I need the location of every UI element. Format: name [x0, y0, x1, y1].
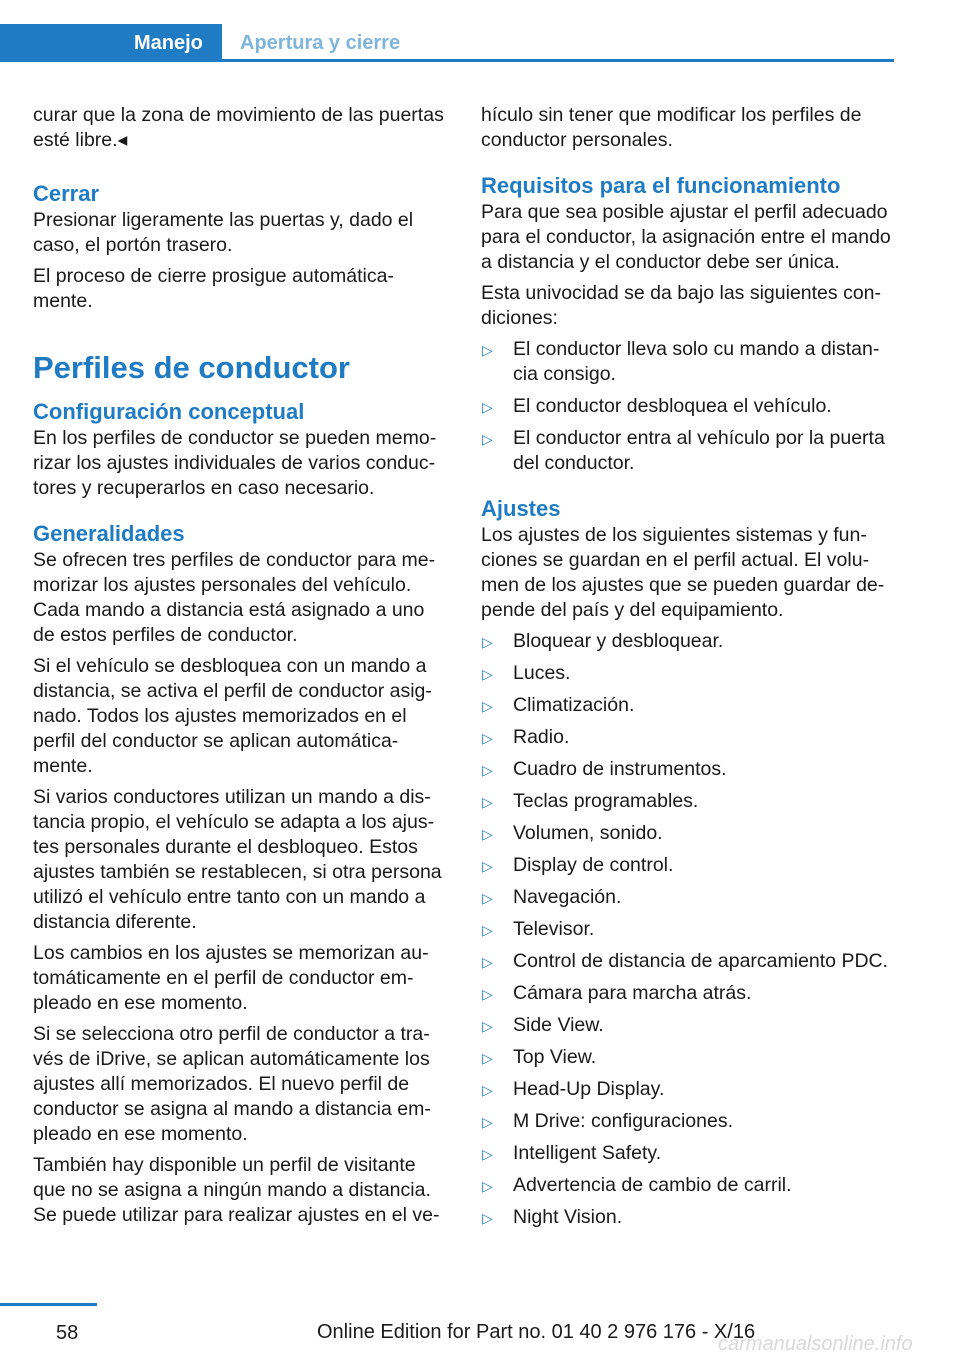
- general-paragraph-2: Si el vehículo se desbloquea con un mando a distancia, se activa el perfil de conductor asig-nado. Todos los ajustes memorizados en el perfil del conductor se aplican automática-mente.: [33, 655, 432, 777]
- general-paragraph-1: Se ofrecen tres perfiles de conductor para me-morizar los ajustes personales del vehículo. Cada mando a distancia está asignado a uno de estos perfiles de conductor.: [33, 549, 436, 646]
- concept-heading: Configuración conceptual: [33, 399, 305, 424]
- list-item: ▷ Luces.: [481, 661, 896, 686]
- bullet-triangle-icon: ▷: [482, 794, 493, 810]
- bullet-triangle-icon: ▷: [482, 342, 493, 358]
- list-item: ▷ Bloquear y desbloquear.: [481, 629, 896, 654]
- bullet-triangle-icon: ▷: [482, 698, 493, 714]
- bullet-triangle-icon: ▷: [482, 1146, 493, 1162]
- list-item: ▷ El conductor lleva solo cu mando a distan-cia consigo.: [482, 338, 880, 385]
- continued-paragraph-right: hículo sin tener que modificar los perfiles de conductor personales.: [481, 104, 862, 151]
- cerrar-paragraph-1: Presionar ligeramente las puertas y, dado el caso, el portón trasero.: [33, 209, 414, 256]
- requirements-paragraph-1: Para que sea posible ajustar el perfil adecuado para el conductor, la asignación entre el mando a distancia y el conductor debe ser única.: [481, 201, 891, 273]
- page-title: Perfiles de conductor: [33, 350, 350, 385]
- list-item: ▷ Televisor.: [481, 917, 896, 942]
- cerrar-paragraph-2: El proceso de cierre prosigue automática-mente.: [33, 265, 394, 312]
- requirements-list: [481, 337, 896, 476]
- page-number: 58: [56, 1322, 79, 1344]
- list-item: ▷ Control de distancia de aparcamiento PDC.: [481, 949, 896, 974]
- list-item: ▷ Cuadro de instrumentos.: [481, 757, 896, 782]
- list-item: ▷ El conductor entra al vehículo por la puerta del conductor.: [482, 427, 885, 474]
- continued-paragraph: curar que la zona de movimiento de las puertas esté libre.◂: [33, 104, 444, 151]
- ajustes-list: [481, 629, 896, 1230]
- list-item: ▷ Intelligent Safety.: [481, 1141, 896, 1166]
- bullet-triangle-icon: ▷: [482, 922, 493, 938]
- ajustes-paragraph: Los ajustes de los siguientes sistemas y fun-ciones se guardan en el perfil actual. El volu-men de los ajustes que se pueden guardar de-pende del país y del equipamiento.: [481, 524, 885, 621]
- header-section-tab: Manejo: [0, 24, 222, 62]
- bullet-triangle-icon: ▷: [482, 1114, 493, 1130]
- bullet-triangle-icon: ▷: [482, 762, 493, 778]
- list-item: ▷ Teclas programables.: [481, 789, 896, 814]
- left-column: [33, 103, 449, 1234]
- list-item: ▷ Radio.: [481, 725, 896, 750]
- bullet-triangle-icon: ▷: [482, 1050, 493, 1066]
- page-header: [0, 0, 960, 64]
- general-paragraph-6: También hay disponible un perfil de visitante que no se asigna a ningún mando a distancia. Se puede utilizar para realizar ajustes en el ve-: [33, 1154, 440, 1226]
- list-item: ▷ Side View.: [481, 1013, 896, 1038]
- general-heading: Generalidades: [33, 521, 185, 546]
- list-item: ▷ Advertencia de cambio de carril.: [481, 1173, 896, 1198]
- list-item: ▷ Climatización.: [481, 693, 896, 718]
- bullet-triangle-icon: ▷: [482, 1178, 493, 1194]
- list-item: ▷ Navegación.: [481, 885, 896, 910]
- bullet-triangle-icon: ▷: [482, 1210, 493, 1226]
- bullet-triangle-icon: ▷: [482, 1082, 493, 1098]
- cerrar-heading: Cerrar: [33, 181, 100, 206]
- watermark: carmanualsonline.info: [718, 1333, 913, 1355]
- bullet-triangle-icon: ▷: [482, 826, 493, 842]
- list-item: ▷ Top View.: [481, 1045, 896, 1070]
- bullet-triangle-icon: ▷: [482, 666, 493, 682]
- right-column: [481, 103, 896, 1237]
- requirements-heading: Requisitos para el funcionamiento: [481, 173, 841, 198]
- bullet-triangle-icon: ▷: [482, 399, 493, 415]
- bullet-triangle-icon: ▷: [482, 730, 493, 746]
- general-paragraph-5: Si se selecciona otro perfil de conductor a tra-vés de iDrive, se aplican automáticamente los ajustes allí memorizados. El nuevo perfil de conductor se asigna al mando a distancia em-pleado en ese momento.: [33, 1023, 431, 1145]
- bullet-triangle-icon: ▷: [482, 634, 493, 650]
- bullet-triangle-icon: ▷: [482, 890, 493, 906]
- list-item: ▷ Night Vision.: [481, 1205, 896, 1230]
- general-paragraph-3: Si varios conductores utilizan un mando a dis-tancia propio, el vehículo se adapta a los ajus-tes personales durante el desbloqueo. Estos ajustes también se restablecen, si otra persona utilizó el vehículo entre tanto con un mando a distancia diferente.: [33, 786, 442, 933]
- list-item: ▷ El conductor desbloquea el vehículo.: [481, 394, 896, 419]
- header-subsection-tab: Apertura y cierre: [240, 32, 401, 54]
- bullet-triangle-icon: ▷: [482, 858, 493, 874]
- edition-text: Online Edition for Part no. 01 40 2 976 176 - X/16: [317, 1321, 756, 1343]
- bullet-triangle-icon: ▷: [482, 986, 493, 1002]
- list-item: ▷ Display de control.: [481, 853, 896, 878]
- concept-paragraph: En los perfiles de conductor se pueden memo-rizar los ajustes individuales de varios conduc-tores y recuperarlos en caso necesario.: [33, 427, 437, 499]
- list-item: ▷ Volumen, sonido.: [481, 821, 896, 846]
- footer-rule: [0, 1303, 97, 1306]
- bullet-triangle-icon: ▷: [482, 431, 493, 447]
- general-paragraph-4: Los cambios en los ajustes se memorizan au-tomáticamente en el perfil de conductor em-pleado en ese momento.: [33, 942, 429, 1014]
- list-item: ▷ Head-Up Display.: [481, 1077, 896, 1102]
- bullet-triangle-icon: ▷: [482, 1018, 493, 1034]
- header-rule: [222, 59, 894, 62]
- ajustes-heading: Ajustes: [481, 496, 561, 521]
- list-item: ▷ M Drive: configuraciones.: [481, 1109, 896, 1134]
- requirements-paragraph-2: Esta univocidad se da bajo las siguientes con-diciones:: [481, 282, 881, 329]
- bullet-triangle-icon: ▷: [482, 954, 493, 970]
- list-item: ▷ Cámara para marcha atrás.: [481, 981, 896, 1006]
